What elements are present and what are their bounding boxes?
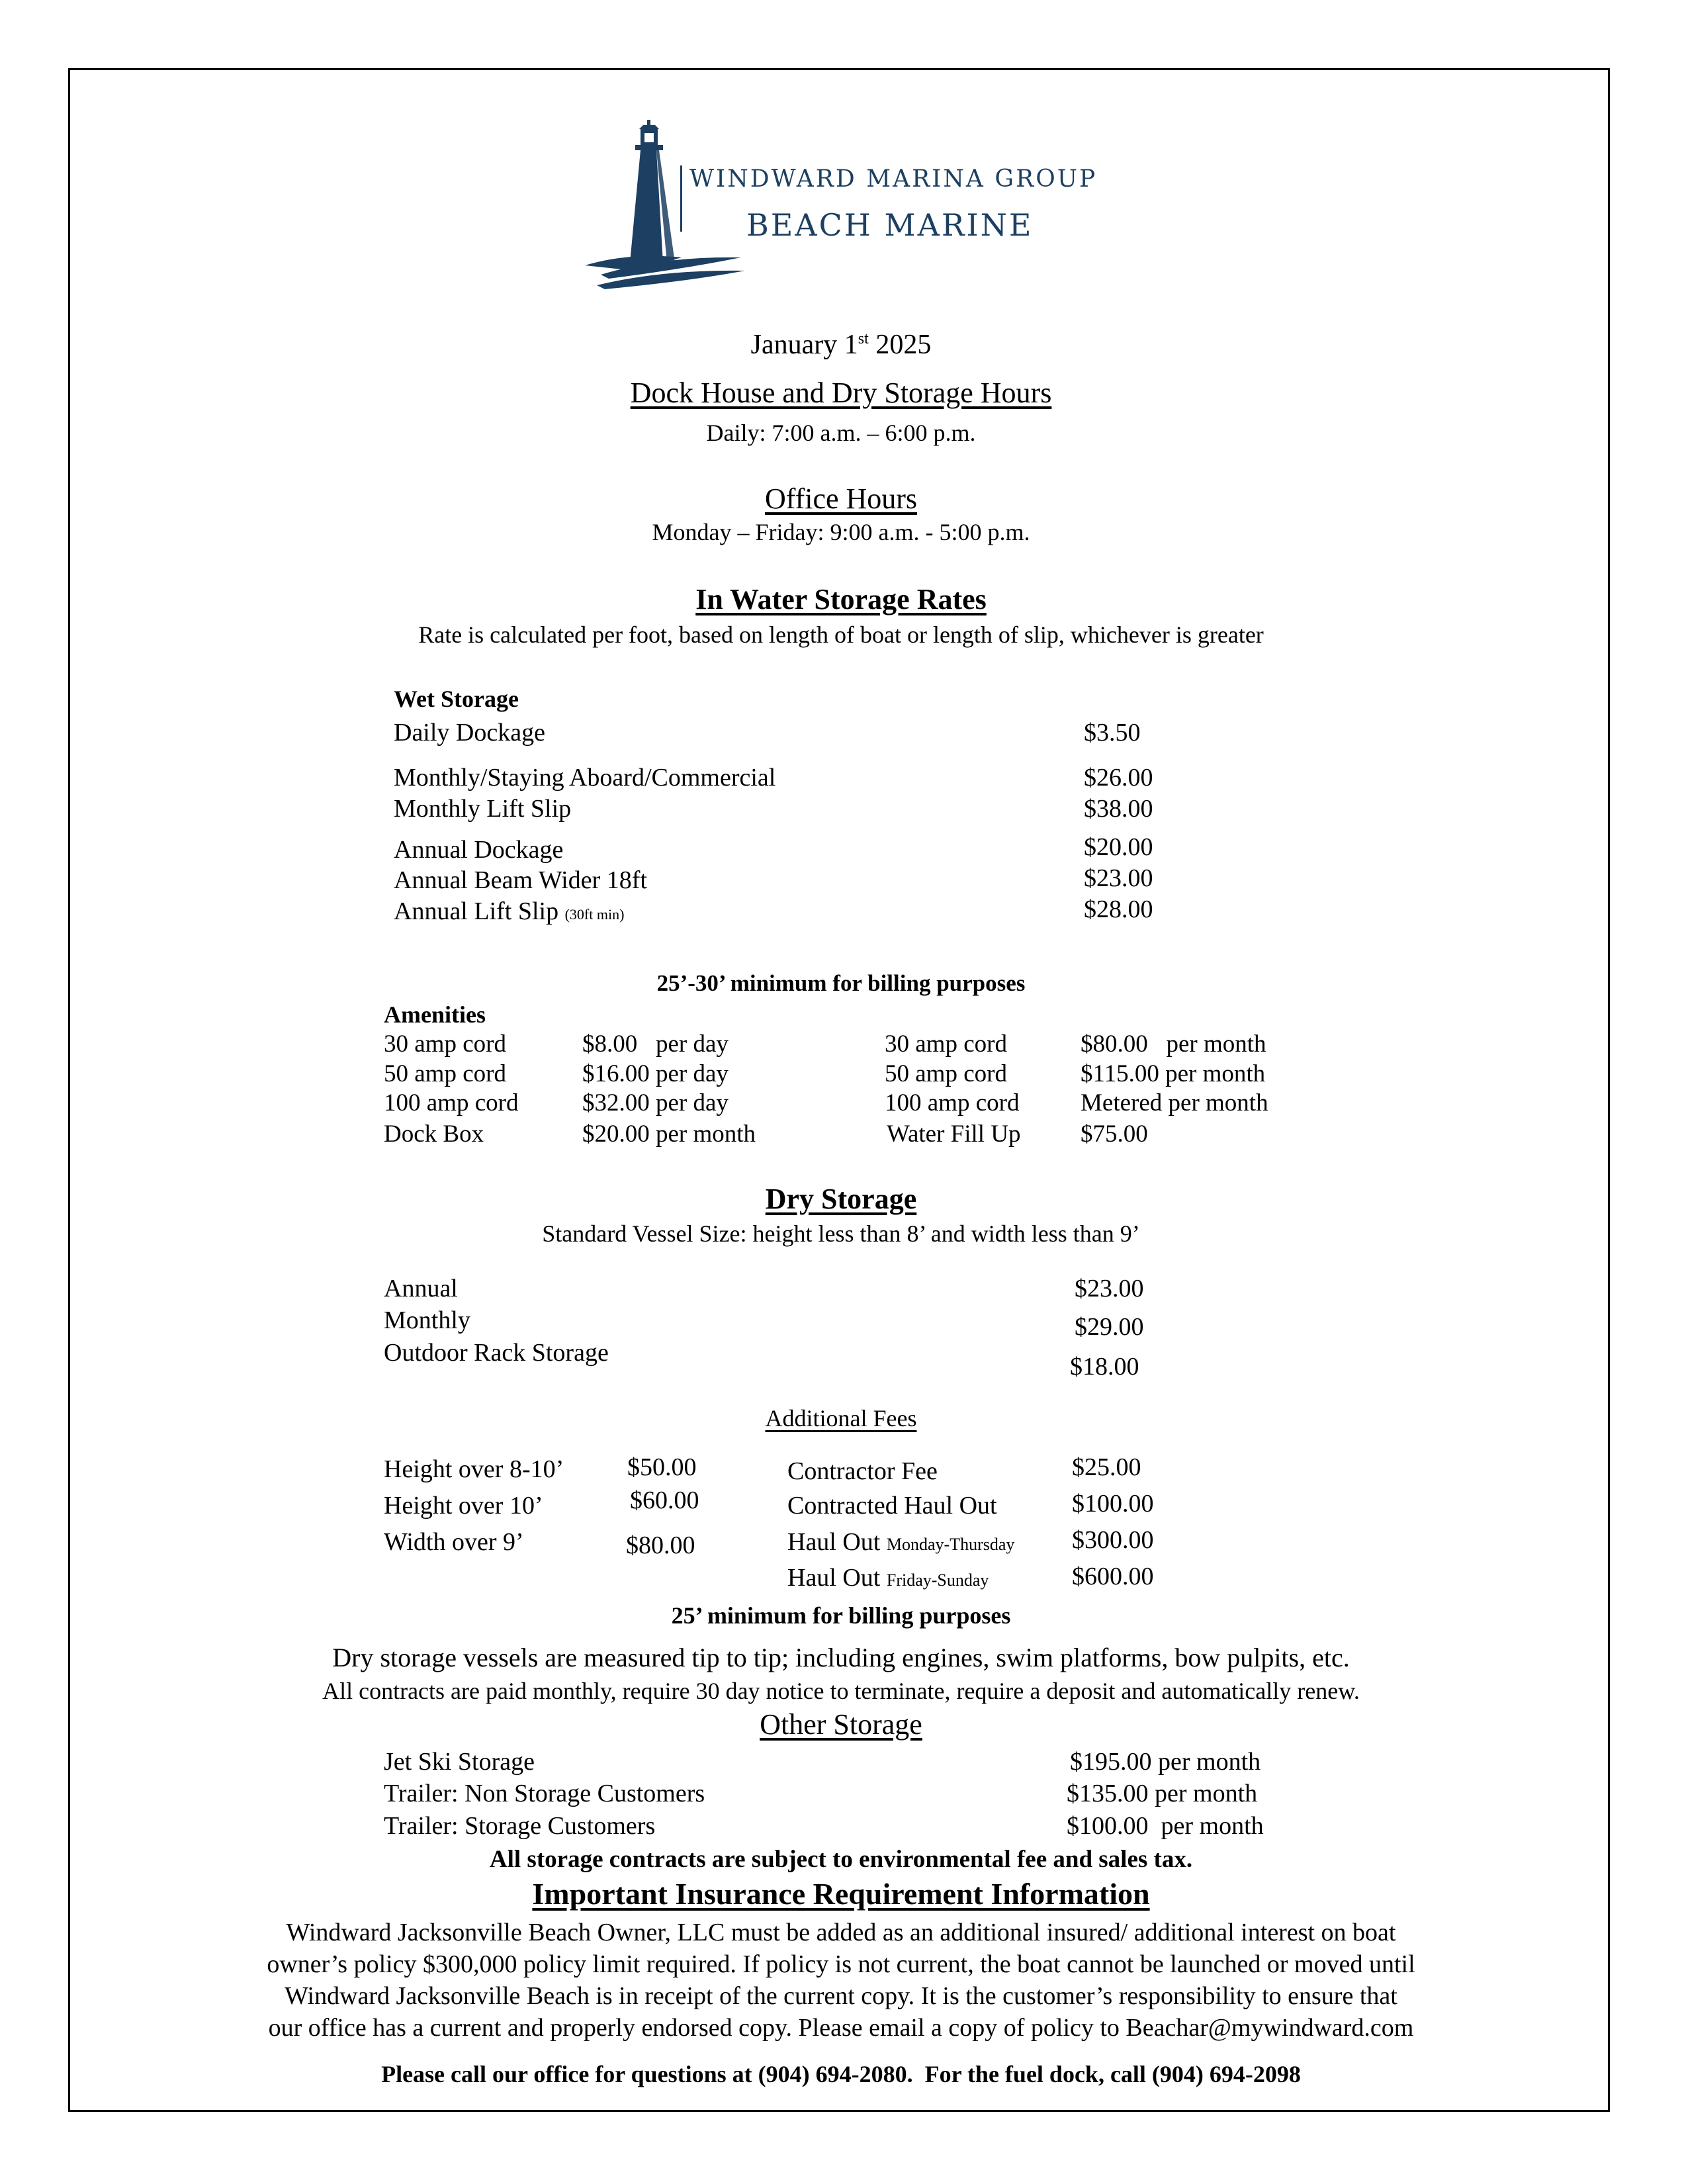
fee-label: Haul Out Friday-Sunday	[787, 1564, 989, 1592]
amenity-label: 50 amp cord	[885, 1060, 1007, 1087]
dry-minimum: 25’ minimum for billing purposes	[671, 1602, 1011, 1629]
logo-line2: BEACH MARINE	[746, 207, 1034, 243]
insurance-line: our office has a current and properly endorsed copy. Please email a copy of policy to Beachar@mywindward.com	[268, 2014, 1414, 2042]
wet-storage-heading: Wet Storage	[394, 686, 519, 712]
fee-label: Height over 10’	[384, 1492, 543, 1520]
amenity-price: Metered per month	[1081, 1089, 1268, 1116]
fee-price: $600.00	[1072, 1563, 1154, 1590]
amenity-label: Dock Box	[384, 1120, 484, 1148]
in-water-title: In Water Storage Rates	[695, 583, 987, 615]
rate-price: $20.00	[1084, 833, 1153, 861]
amenity-price: $8.00 per day	[582, 1030, 729, 1058]
document-date: January 1st 2025	[750, 330, 932, 360]
insurance-line: Windward Jacksonville Beach Owner, LLC must be added as an additional insured/ additional interest on boat	[286, 1919, 1396, 1946]
amenity-price: $16.00 per day	[582, 1060, 729, 1087]
other-label: Trailer: Non Storage Customers	[384, 1780, 705, 1807]
fee-label: Contractor Fee	[787, 1457, 938, 1485]
rate-price: $28.00	[1084, 895, 1153, 923]
dry-label: Outdoor Rack Storage	[384, 1339, 609, 1367]
fee-price: $50.00	[627, 1453, 697, 1481]
dry-price: $29.00	[1075, 1313, 1144, 1341]
rate-price: $38.00	[1084, 795, 1153, 823]
rate-label: Annual Lift Slip (30ft min)	[394, 897, 625, 925]
dock-house-title: Dock House and Dry Storage Hours	[630, 377, 1052, 409]
fee-label: Height over 8-10’	[384, 1455, 564, 1483]
amenity-price: $115.00 per month	[1081, 1060, 1266, 1087]
amenity-price: $32.00 per day	[582, 1089, 729, 1116]
fee-price: $60.00	[630, 1486, 699, 1514]
rate-price: $3.50	[1084, 719, 1141, 747]
dry-label: Monthly	[384, 1306, 470, 1334]
rate-price: $26.00	[1084, 764, 1153, 792]
dock-house-hours: Daily: 7:00 a.m. – 6:00 p.m.	[706, 420, 976, 446]
office-hours: Monday – Friday: 9:00 a.m. - 5:00 p.m.	[652, 519, 1030, 545]
amenity-price: $80.00 per month	[1081, 1030, 1266, 1058]
fee-price: $100.00	[1072, 1490, 1154, 1518]
page-border	[68, 68, 1610, 2112]
amenity-label: 100 amp cord	[384, 1089, 519, 1116]
dry-label: Annual	[384, 1275, 458, 1302]
rate-label: Annual Beam Wider 18ft	[394, 866, 647, 894]
insurance-line: owner’s policy $300,000 policy limit required. If policy is not current, the boat cannot be launched or moved until	[267, 1950, 1415, 1978]
logo-divider	[680, 165, 682, 232]
contract-note: All contracts are paid monthly, require 30 day notice to terminate, require a deposit and automatically renew.	[322, 1678, 1360, 1704]
in-water-minimum: 25’-30’ minimum for billing purposes	[656, 970, 1026, 996]
amenity-label: 30 amp cord	[384, 1030, 506, 1058]
other-price: $195.00 per month	[1070, 1748, 1261, 1776]
amenity-label: 30 amp cord	[885, 1030, 1007, 1058]
amenities-heading: Amenities	[384, 1001, 486, 1028]
other-label: Jet Ski Storage	[384, 1748, 535, 1776]
amenity-price: $75.00	[1081, 1120, 1148, 1148]
insurance-title: Important Insurance Requirement Information	[532, 1877, 1150, 1911]
lighthouse-icon	[582, 116, 754, 295]
other-storage-title: Other Storage	[760, 1708, 922, 1741]
in-water-note: Rate is calculated per foot, based on length of boat or length of slip, whichever is greater	[418, 621, 1264, 648]
additional-fees-title: Additional Fees	[765, 1405, 917, 1432]
other-price: $100.00 per month	[1067, 1812, 1264, 1840]
tax-note: All storage contracts are subject to environmental fee and sales tax.	[489, 1846, 1193, 1873]
measure-note: Dry storage vessels are measured tip to tip; including engines, swim platforms, bow pulpits, etc.	[332, 1643, 1350, 1672]
rate-label: Daily Dockage	[394, 719, 545, 747]
dry-price: $23.00	[1075, 1275, 1144, 1302]
other-label: Trailer: Storage Customers	[384, 1812, 656, 1840]
amenity-label: Water Fill Up	[887, 1120, 1021, 1148]
fee-price: $80.00	[626, 1531, 695, 1559]
dry-price: $18.00	[1070, 1353, 1139, 1381]
rate-label: Monthly Lift Slip	[394, 795, 572, 823]
rate-label: Annual Dockage	[394, 836, 564, 864]
dry-storage-title: Dry Storage	[765, 1183, 917, 1215]
amenity-label: 100 amp cord	[885, 1089, 1020, 1116]
fee-price: $300.00	[1072, 1526, 1154, 1554]
office-hours-title: Office Hours	[764, 482, 918, 515]
fee-label: Width over 9’	[384, 1528, 524, 1556]
rate-price: $23.00	[1084, 864, 1153, 892]
rate-label: Monthly/Staying Aboard/Commercial	[394, 764, 776, 792]
fee-price: $25.00	[1072, 1453, 1141, 1481]
insurance-line: Windward Jacksonville Beach is in receipt of the current copy. It is the customer’s responsibility to ensure that	[285, 1982, 1397, 2010]
other-price: $135.00 per month	[1067, 1780, 1258, 1807]
footer-contact: Please call our office for questions at (904) 694-2080. For the fuel dock, call (904) 694-2098	[381, 2061, 1301, 2087]
dry-storage-note: Standard Vessel Size: height less than 8’ and width less than 9’	[542, 1220, 1140, 1247]
logo-line1: WINDWARD MARINA GROUP	[689, 165, 1098, 193]
fee-label: Haul Out Monday-Thursday	[787, 1528, 1015, 1556]
fee-label: Contracted Haul Out	[787, 1492, 997, 1520]
amenity-label: 50 amp cord	[384, 1060, 506, 1087]
amenity-price: $20.00 per month	[582, 1120, 756, 1148]
